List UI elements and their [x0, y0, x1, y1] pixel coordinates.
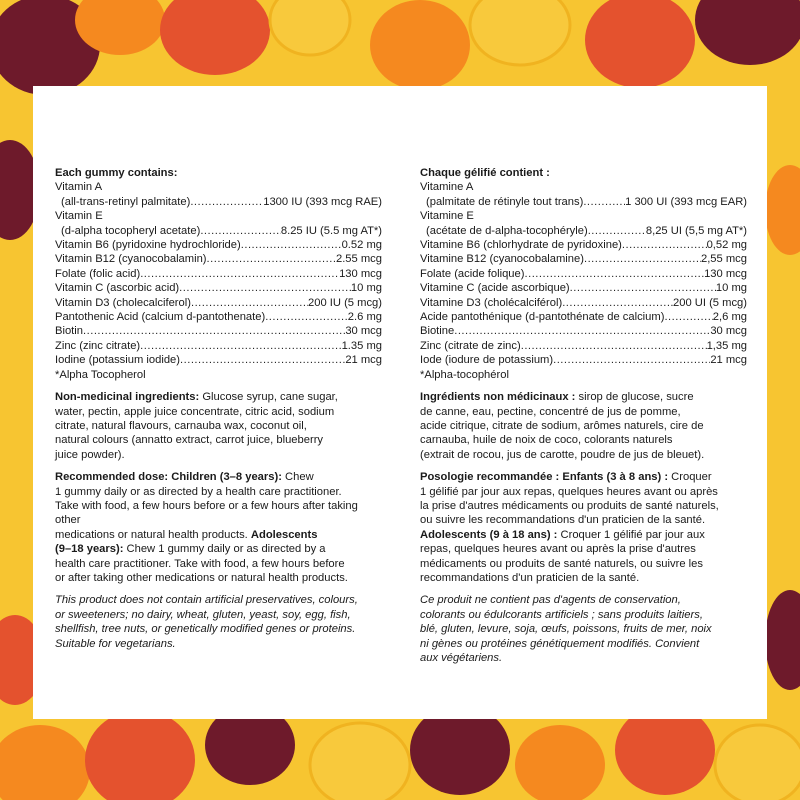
- fr-dose-line: Croquer: [671, 471, 712, 484]
- fr-vitamin-e-row: [420, 224, 747, 238]
- fr-row-value: 130 mcg: [704, 267, 747, 280]
- fr-nonmedicinal: [420, 390, 747, 462]
- fr-row-label: Acide pantothénique (d-pantothénate de calcium): [420, 311, 665, 324]
- en-row-value: 130 mcg: [339, 267, 382, 280]
- fr-dose: [420, 470, 747, 585]
- fr-nutrient-row: [420, 267, 747, 281]
- en-vitamin-a-row: [55, 195, 382, 209]
- fr-footnote: *Alpha-tocophérol: [420, 368, 509, 381]
- en-dose-adolescents-age: (9–18 years):: [55, 543, 124, 556]
- en-dose-adolescents-label: Adolescents: [250, 528, 318, 541]
- en-nonmed-line: juice powder).: [55, 448, 125, 461]
- en-row-label: Vitamin D3 (cholecalciferol): [55, 296, 191, 309]
- en-dose-line: Chew: [285, 471, 314, 484]
- en-footnote: *Alpha Tocopherol: [55, 368, 146, 381]
- en-vitamin-a: Vitamin A: [55, 181, 103, 194]
- fr-dose-adolescents-label: Adolescents (9 à 18 ans) :: [420, 528, 558, 541]
- en-row-label: Zinc (zinc citrate): [55, 339, 141, 352]
- fr-disclaimer-line: blé, gluten, levure, soja, œufs, poissons, fruits de mer, noix: [420, 623, 712, 636]
- fr-nonmed-label: Ingrédients non médicinaux :: [420, 391, 576, 404]
- en-dose-line: health care practitioner. Take with food, a few hours before: [55, 557, 345, 570]
- en-dose-line: Take with food, a few hours before or a few hours after taking other: [55, 499, 358, 527]
- en-nonmed-line: water, pectin, apple juice concentrate, citric acid, sodium: [55, 405, 335, 418]
- en-dose: [55, 470, 382, 585]
- fr-row-value: 8,25 UI (5,5 mg AT*): [645, 224, 747, 237]
- fr-nonmed-line: de canne, eau, pectine, concentré de jus de pomme,: [420, 405, 681, 418]
- en-nutrient-row: [55, 296, 382, 310]
- en-row-value: 21 mcg: [345, 354, 382, 367]
- fr-disclaimer-line: colorants ou édulcorants artificiels ; sans produits laitiers,: [420, 608, 703, 621]
- en-row-label: (all-trans-retinyl palmitate): [61, 195, 191, 208]
- fr-nonmed-line: sirop de glucose, sucre: [578, 391, 694, 404]
- en-dose-line: 1 gummy daily or as directed by a health care practitioner.: [55, 485, 342, 498]
- en-nonmed-label: Non-medicinal ingredients:: [55, 391, 200, 404]
- en-row-label: Vitamin C (ascorbic acid): [55, 282, 180, 295]
- fr-dose-line: repas, quelques heures avant ou après la prise d'autres: [420, 543, 696, 556]
- fr-nonmed-line: carnauba, huile de noix de coco, colorants naturels: [420, 434, 673, 447]
- fr-vitamin-a: Vitamine A: [420, 181, 474, 194]
- en-disclaimer-line: Suitable for vegetarians.: [55, 637, 176, 650]
- label-panel: [33, 86, 767, 719]
- fr-dose-line: 1 gélifié par jour aux repas, quelques heures avant ou après: [420, 485, 718, 498]
- fr-row-label: Biotine: [420, 325, 455, 338]
- en-row-label: (d-alpha tocopheryl acetate): [61, 224, 201, 237]
- en-row-value: 200 IU (5 mcg): [308, 296, 382, 309]
- fr-row-value: 30 mcg: [710, 325, 747, 338]
- en-heading: Each gummy contains:: [55, 167, 178, 179]
- en-row-value: 1300 IU (393 mcg RAE): [263, 195, 382, 208]
- fr-nutrient-row: [420, 339, 747, 353]
- fr-row-label: Zinc (citrate de zinc): [420, 339, 521, 352]
- en-nutrient-row: [55, 252, 382, 266]
- fr-dose-children-label: Posologie recommandée : Enfants (3 à 8 ans) :: [420, 471, 669, 484]
- fr-row-label: Folate (acide folique): [420, 267, 525, 280]
- en-dose-children-label: Recommended dose: Children (3–8 years):: [55, 471, 282, 484]
- en-nonmed-line: natural colours (annatto extract, carrot juice, blueberry: [55, 434, 324, 447]
- fr-row-label: Vitamine B12 (cyanocobalamine): [420, 253, 584, 266]
- fr-nutrient-row: [420, 296, 747, 310]
- fr-row-value: 2,55 mcg: [700, 253, 747, 266]
- fr-disclaimer-line: aux végétariens.: [420, 652, 503, 664]
- fr-disclaimer-line: ni gènes ou protéines génétiquement modifiés. Convient: [420, 637, 700, 650]
- en-dose-line: Chew 1 gummy daily or as directed by a: [126, 543, 326, 556]
- en-row-label: Iodine (potassium iodide): [55, 354, 180, 367]
- en-row-value: 0.52 mg: [341, 239, 382, 252]
- fr-row-value: 2,6 mg: [712, 311, 747, 324]
- fr-nutrient-row: [420, 324, 747, 338]
- english-column: [55, 166, 382, 651]
- en-row-label: Biotin: [55, 325, 83, 338]
- fr-row-value: 200 UI (5 mcg): [673, 296, 747, 309]
- en-nonmed-line: Glucose syrup, cane sugar,: [202, 391, 338, 404]
- fr-disclaimer-line: Ce produit ne contient pas d'agents de conservation,: [420, 594, 681, 607]
- fr-dose-line: la prise d'autres médicaments ou produits de santé naturels,: [420, 499, 719, 512]
- en-nonmed-line: citrate, natural flavours, carnauba wax, coconut oil,: [55, 419, 307, 432]
- fr-row-label: (acétate de d-alpha-tocophéryle): [426, 224, 588, 237]
- en-row-value: 1.35 mg: [341, 339, 382, 352]
- fr-row-value: 21 mcg: [710, 354, 747, 367]
- en-row-value: 2.6 mg: [347, 311, 382, 324]
- en-nutrient-row: [55, 310, 382, 324]
- en-dose-line: medications or natural health products.: [55, 528, 248, 541]
- en-nutrient-row: [55, 267, 382, 281]
- en-disclaimer: [55, 593, 382, 651]
- en-row-value: 8.25 IU (5.5 mg AT*): [280, 224, 382, 237]
- en-nutrient-row: [55, 281, 382, 295]
- fr-row-label: Iode (iodure de potassium): [420, 354, 554, 367]
- fr-row-label: Vitamine B6 (chlorhydrate de pyridoxine): [420, 239, 622, 252]
- fr-nutrient-row: [420, 310, 747, 324]
- fr-vitamin-a-row: [420, 195, 747, 209]
- en-nutrient-row: [55, 353, 382, 367]
- en-nonmedicinal: [55, 390, 382, 462]
- en-dose-line: or after taking other medications or natural health products.: [55, 571, 348, 584]
- en-row-value: 2.55 mcg: [335, 253, 382, 266]
- fr-disclaimer: [420, 593, 747, 665]
- en-nutrient-row: [55, 339, 382, 353]
- en-row-value: 30 mcg: [345, 325, 382, 338]
- fr-row-value: 0,52 mg: [706, 239, 747, 252]
- fr-nutrient-row: [420, 353, 747, 367]
- fr-dose-line: médicaments ou produits de santé naturels, ou suivre les: [420, 557, 703, 570]
- en-row-label: Vitamin B12 (cyanocobalamin): [55, 253, 207, 266]
- fr-row-value: 1,35 mg: [706, 339, 747, 352]
- fr-vitamin-e: Vitamine E: [420, 210, 474, 223]
- fr-dose-line: ou suivre les recommandations d'un praticien de la santé.: [420, 514, 706, 527]
- fr-nutrient-row: [420, 252, 747, 266]
- fr-row-label: (palmitate de rétinyle tout trans): [426, 195, 584, 208]
- en-disclaimer-line: This product does not contain artificial preservatives, colours,: [55, 594, 358, 607]
- en-vitamin-e-row: [55, 224, 382, 238]
- fr-row-value: 1 300 UI (393 mcg EAR): [625, 195, 747, 208]
- fr-heading: Chaque gélifié contient :: [420, 167, 550, 179]
- en-row-value: 10 mg: [350, 282, 382, 295]
- en-nutrient-row: [55, 324, 382, 338]
- en-disclaimer-line: shellfish, tree nuts, or genetically modified genes or proteins.: [55, 623, 356, 636]
- fr-nutrient-row: [420, 281, 747, 295]
- fr-row-label: Vitamine D3 (cholécalciférol): [420, 296, 563, 309]
- fr-dose-line: recommandations d'un praticien de la santé.: [420, 571, 640, 584]
- fr-row-label: Vitamine C (acide ascorbique): [420, 282, 570, 295]
- fr-nonmed-line: acide citrique, citrate de sodium, arômes naturels, cire de: [420, 419, 704, 432]
- en-row-label: Vitamin B6 (pyridoxine hydrochloride): [55, 239, 241, 252]
- en-vitamin-e: Vitamin E: [55, 210, 103, 223]
- en-disclaimer-line: or sweeteners; no dairy, wheat, gluten, yeast, soy, egg, fish,: [55, 608, 351, 621]
- fr-nutrient-row: [420, 238, 747, 252]
- fr-row-value: 10 mg: [715, 282, 747, 295]
- fr-dose-line: Croquer 1 gélifié par jour aux: [560, 528, 705, 541]
- en-nutrient-row: [55, 238, 382, 252]
- french-column: [420, 166, 747, 665]
- en-row-label: Folate (folic acid): [55, 267, 141, 280]
- en-row-label: Pantothenic Acid (calcium d-pantothenate): [55, 311, 266, 324]
- fr-nonmed-line: (extrait de rocou, jus de carotte, poudre de jus de bleuet).: [420, 448, 705, 461]
